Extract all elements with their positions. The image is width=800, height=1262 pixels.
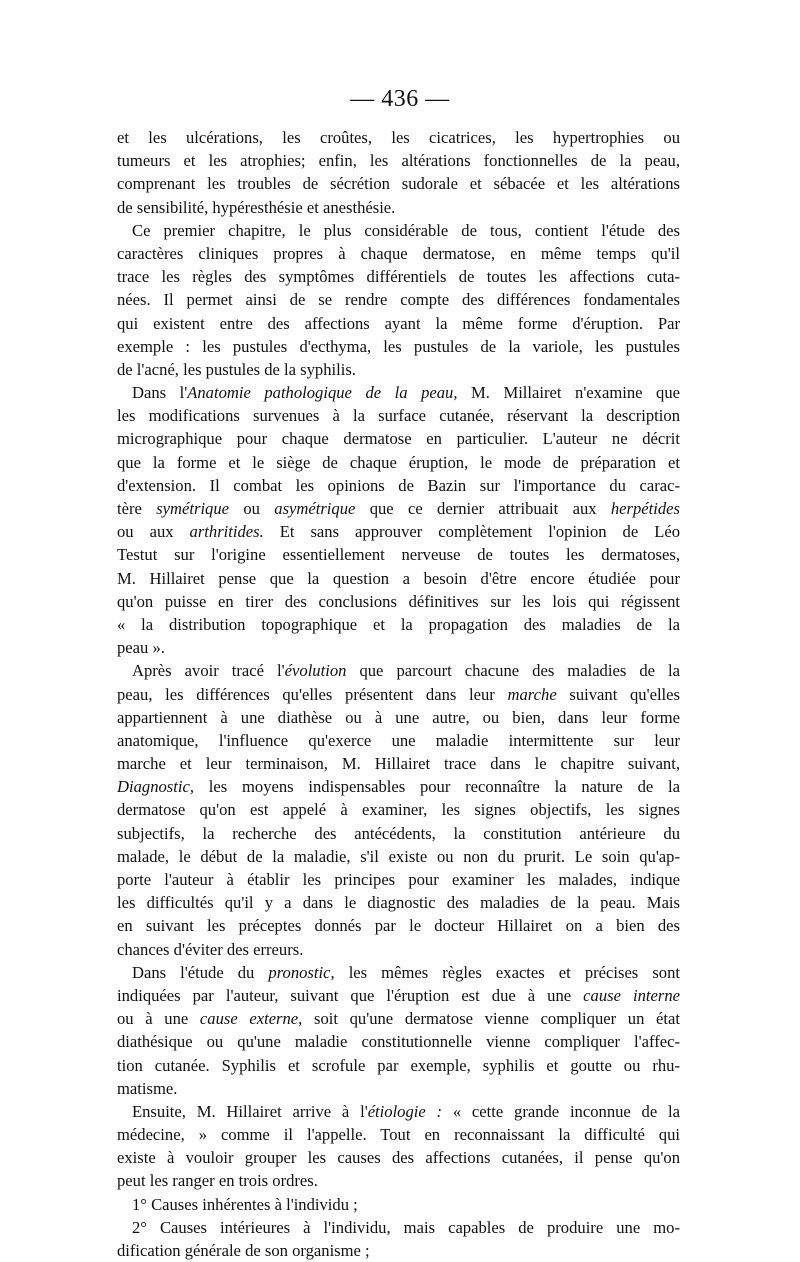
text-segment: « cette grande inconnue de la	[442, 1101, 680, 1121]
text-segment: ou aux	[117, 522, 190, 542]
text-segment: qu'on puisse en tirer des conclusions définitives sur les lois qui régissent	[117, 591, 680, 611]
text-segment: peau ».	[117, 638, 165, 658]
text-segment: ou	[229, 499, 275, 518]
text-segment: 1° Causes inhérentes à l'individu ;	[132, 1194, 358, 1214]
text-segment: marche et leur terminaison, M. Hillairet trace dans le chapitre suivant,	[117, 754, 680, 774]
text-line	[117, 474, 680, 497]
italic-text-segment: cause externe,	[199, 1009, 303, 1029]
text-line	[117, 1193, 680, 1216]
text-line	[117, 1100, 680, 1123]
text-segment: Dans l'	[132, 383, 188, 403]
text-line	[117, 683, 680, 706]
italic-text-segment: marche	[507, 684, 557, 704]
text-line	[117, 520, 680, 543]
text-segment: dermatose qu'on est appelé à examiner, les signes objectifs, les signes	[117, 800, 680, 820]
text-line	[117, 613, 680, 636]
text-line	[117, 219, 680, 242]
text-segment: en suivant les préceptes donnés par le docteur Hillairet on a bien des	[117, 916, 680, 936]
text-segment: M. Millairet n'examine que	[457, 383, 680, 403]
text-segment: ou à une	[117, 1009, 200, 1029]
text-line	[117, 335, 680, 358]
text-line	[117, 636, 680, 659]
text-segment: soit qu'une dermatose vienne compliquer un état	[302, 1009, 680, 1029]
text-line	[117, 590, 680, 613]
text-line	[117, 242, 680, 265]
text-segment: M. Hillairet pense que la question a besoin d'être encore étudiée pour	[117, 568, 680, 588]
text-segment: Dans l'étude du	[132, 962, 269, 982]
text-segment: exemple : les pustules d'ecthyma, les pustules de la variole, les pustules	[117, 336, 680, 356]
text-segment: les difficultés qu'il y a dans le diagnostic des maladies de la peau. Mais	[117, 893, 680, 913]
italic-text-segment: étiologie :	[367, 1101, 443, 1121]
text-segment: d'extension. Il combat les opinions de Bazin sur l'importance du carac-	[117, 475, 680, 495]
text-line	[117, 567, 680, 590]
text-segment: Et sans approuver complètement l'opinion de Léo	[263, 522, 680, 542]
text-segment: de l'acné, les pustules de la syphilis.	[117, 359, 356, 379]
text-line	[117, 1030, 680, 1053]
text-segment: Ensuite, M. Hillairet arrive à l'	[132, 1101, 368, 1121]
text-segment: anatomique, l'influence qu'exerce une maladie intermittente sur leur	[117, 730, 680, 750]
text-line	[117, 288, 680, 311]
text-segment: chances d'éviter des erreurs.	[117, 939, 304, 959]
text-line	[117, 1077, 680, 1100]
text-segment: trace les règles des symptômes différentiels de toutes les affections cuta-	[117, 267, 680, 287]
page-number: — 436 —	[350, 86, 450, 112]
text-line	[117, 938, 680, 961]
text-line	[117, 196, 680, 219]
italic-text-segment: symétrique	[156, 499, 230, 518]
text-line	[117, 381, 680, 404]
text-line	[117, 1007, 680, 1030]
text-line	[117, 845, 680, 868]
text-line	[117, 798, 680, 821]
text-segment: médecine, » comme il l'appelle. Tout en reconnaissant la difficulté qui	[117, 1125, 680, 1145]
text-segment: dification générale de son organisme ;	[117, 1241, 370, 1260]
text-segment: suivant qu'elles	[556, 684, 680, 704]
text-line	[117, 358, 680, 381]
italic-text-segment: pronostic,	[268, 962, 335, 982]
text-line	[117, 706, 680, 729]
text-line	[117, 752, 680, 775]
italic-text-segment: asymétrique	[274, 499, 356, 518]
text-line	[117, 984, 680, 1007]
text-segment: nées. Il permet ainsi de se rendre compte des différences fondamentales	[117, 290, 680, 310]
text-line	[117, 961, 680, 984]
text-line	[117, 1216, 680, 1239]
italic-text-segment: évolution	[284, 661, 347, 681]
text-line	[117, 1054, 680, 1077]
text-line	[117, 1123, 680, 1146]
text-segment: qui existent entre des affections ayant la même forme d'éruption. Par	[117, 313, 680, 333]
text-segment: tumeurs et les atrophies; enfin, les altérations fonctionnelles de la peau,	[117, 151, 680, 171]
text-line	[117, 497, 680, 520]
text-segment: tion cutanée. Syphilis et scrofule par exemple, syphilis et goutte ou rhu-	[117, 1055, 680, 1075]
text-line	[117, 775, 680, 798]
text-line	[117, 543, 680, 566]
text-segment: micrographique pour chaque dermatose en particulier. L'auteur ne décrit	[117, 429, 680, 449]
italic-text-segment: Diagnostic,	[117, 777, 194, 797]
text-line	[117, 729, 680, 752]
text-line	[117, 427, 680, 450]
text-line	[117, 312, 680, 335]
body-text	[117, 126, 680, 1262]
text-line	[117, 1146, 680, 1169]
text-segment: les modifications survenues à la surface cutanée, réservant la description	[117, 406, 680, 426]
text-segment: que parcourt chacune des maladies de la	[346, 661, 680, 681]
text-segment: subjectifs, la recherche des antécédents, la constitution antérieure du	[117, 823, 680, 843]
italic-text-segment: arthritides.	[189, 522, 264, 542]
italic-text-segment: Anatomie pathologique de la peau,	[187, 383, 458, 403]
text-segment: Ce premier chapitre, le plus considérable de tous, contient l'étude des	[132, 220, 680, 240]
text-line	[117, 404, 680, 427]
text-line	[117, 914, 680, 937]
text-segment: que ce dernier attribuait aux	[355, 499, 611, 518]
text-line	[117, 1169, 680, 1192]
text-segment: peau, les différences qu'elles présentent dans leur	[117, 684, 508, 704]
text-segment: que la forme et le siège de chaque éruption, le mode de préparation et	[117, 452, 680, 472]
italic-text-segment: herpétides	[610, 499, 680, 518]
text-segment: porte l'auteur à établir les principes pour examiner les malades, indique	[117, 870, 680, 889]
text-line	[117, 659, 680, 682]
text-segment: diathésique ou qu'une maladie constitutionnelle vienne compliquer l'affec-	[117, 1032, 680, 1052]
text-line	[117, 172, 680, 195]
text-segment: caractères cliniques propres à chaque dermatose, en même temps qu'il	[117, 243, 680, 263]
text-line	[117, 891, 680, 914]
text-segment: appartiennent à une diathèse ou à une autre, ou bien, dans leur forme	[117, 707, 680, 727]
text-segment: Testut sur l'origine essentiellement nerveuse de toutes les dermatoses,	[117, 545, 680, 565]
text-segment: Après avoir tracé l'	[132, 661, 285, 681]
text-segment: tère	[117, 499, 157, 518]
text-line	[117, 1239, 680, 1262]
text-segment: peut les ranger en trois ordres.	[117, 1171, 318, 1191]
text-line	[117, 822, 680, 845]
italic-text-segment: cause interne	[583, 985, 680, 1005]
text-segment: existe à vouloir grouper les causes des affections cutanées, il pense qu'on	[117, 1148, 680, 1168]
text-segment: les moyens indispensables pour reconnaître la nature de la	[193, 777, 680, 797]
text-line	[117, 451, 680, 474]
text-segment: matisme.	[117, 1078, 178, 1098]
text-segment: comprenant les troubles de sécrétion sudorale et sébacée et les altérations	[117, 174, 680, 194]
text-segment: et les ulcérations, les croûtes, les cicatrices, les hypertrophies ou	[117, 128, 680, 147]
text-segment: « la distribution topographique et la propagation des maladies de la	[117, 614, 680, 634]
text-segment: les mêmes règles exactes et précises sont	[334, 962, 680, 982]
text-segment: malade, le début de la maladie, s'il existe ou non du prurit. Le soin qu'ap-	[117, 846, 680, 866]
text-segment: 2° Causes intérieures à l'individu, mais capables de produire une mo-	[132, 1217, 680, 1237]
text-line	[117, 265, 680, 288]
text-line	[117, 149, 680, 172]
text-segment: indiquées par l'auteur, suivant que l'éruption est due à une	[117, 985, 584, 1005]
text-segment: de sensibilité, hypéresthésie et anesthésie.	[117, 197, 396, 217]
text-line	[117, 868, 680, 891]
text-line	[117, 126, 680, 149]
